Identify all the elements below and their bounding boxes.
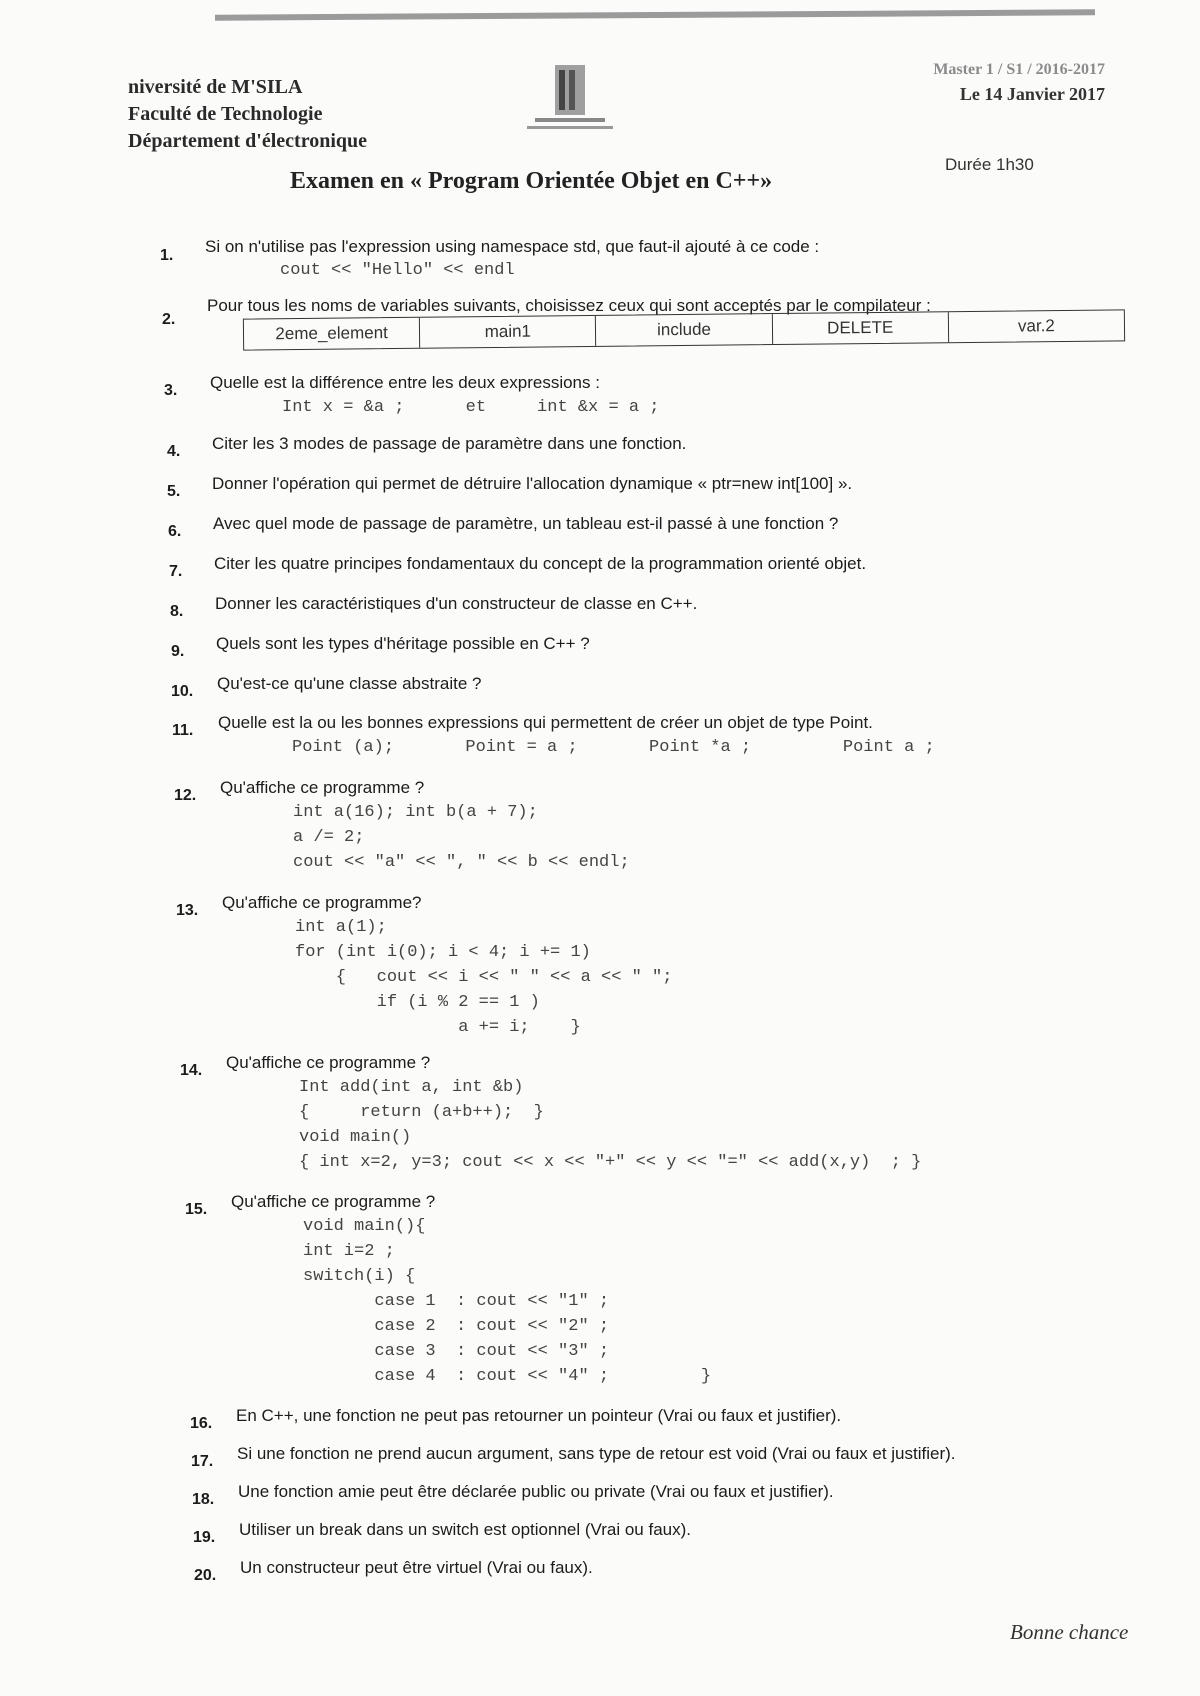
code-line: switch(i) { <box>303 1267 416 1286</box>
code-block <box>303 1214 711 1389</box>
level-semester: Master 1 / S1 / 2016-2017 <box>933 61 1105 78</box>
question-text: Quels sont les types d'héritage possible en C++ ? <box>216 634 590 653</box>
question-number: 18. <box>192 1491 215 1508</box>
question-text: Citer les quatre principes fondamentaux du concept de la programmation orienté objet. <box>214 554 867 573</box>
table-cell: var.2 <box>1017 316 1055 336</box>
code-line: int i=2 ; <box>303 1242 395 1261</box>
question-text: Un constructeur peut être virtuel (Vrai ou faux). <box>240 1558 593 1577</box>
question-number: 7. <box>169 563 183 580</box>
code-snippet: Point (a); Point = a ; Point *a ; Point a ; <box>292 738 935 757</box>
question-number: 10. <box>171 683 194 700</box>
closing-note: Bonne chance <box>1010 1620 1129 1644</box>
code-line: case 4 : cout << "4" ; } <box>303 1367 712 1386</box>
code-snippet: cout << "Hello" << endl <box>280 261 515 280</box>
question-text: Avec quel mode de passage de paramètre, un tableau est-il passé à une fonction ? <box>213 514 839 533</box>
code-line: { return (a+b++); } <box>299 1103 544 1122</box>
question-text: Si on n'utilise pas l'expression using namespace std, que faut-il ajouté à ce code : <box>205 237 820 256</box>
question-text: Si une fonction ne prend aucun argument, sans type de retour est void (Vrai ou faux et justifier). <box>237 1444 956 1463</box>
question-number: 19. <box>193 1529 216 1546</box>
code-line: for (int i(0); i < 4; i += 1) <box>295 943 591 962</box>
question-number: 5. <box>167 483 181 500</box>
code-line: Int add(int a, int &b) <box>299 1078 524 1097</box>
university-logo <box>525 60 615 145</box>
question-number: 12. <box>174 787 197 804</box>
question-text: En C++, une fonction ne peut pas retourner un pointeur (Vrai ou faux et justifier). <box>236 1406 842 1425</box>
code-block <box>293 800 630 875</box>
code-block <box>295 915 672 1040</box>
question-text: Donner les caractéristiques d'un constructeur de classe en C++. <box>215 594 698 613</box>
question-number: 2. <box>162 311 176 328</box>
exam-meta <box>820 58 1105 106</box>
question-number: 6. <box>168 523 182 540</box>
code-snippet: Int x = &a ; et int &x = a ; <box>282 398 660 417</box>
question-text: Qu'affiche ce programme ? <box>220 778 425 797</box>
code-line: if (i % 2 == 1 ) <box>295 993 540 1012</box>
code-line: cout << "a" << ", " << b << endl; <box>293 853 630 872</box>
table-cell: main1 <box>420 316 597 348</box>
exam-title: Examen en « Program Orientée Objet en C++» <box>290 168 773 194</box>
code-line: { int x=2, y=3; cout << x << "+" << y << "=" << add(x,y) ; } <box>299 1153 922 1172</box>
institution-header <box>128 74 367 155</box>
question-text: Qu'affiche ce programme ? <box>231 1192 436 1211</box>
department-name: Département d'électronique <box>128 130 368 152</box>
question-number: 4. <box>167 443 181 460</box>
question-text: Citer les 3 modes de passage de paramètre dans une fonction. <box>212 434 687 453</box>
scan-edge-line <box>215 9 1095 20</box>
question-number: 9. <box>171 643 185 660</box>
question-text: Qu'affiche ce programme ? <box>226 1053 431 1072</box>
question-text: Pour tous les noms de variables suivants, choisissez ceux qui sont acceptés par le compilateur : <box>207 296 931 315</box>
university-name: niversité de M'SILA <box>128 76 303 98</box>
code-line: case 2 : cout << "2" ; <box>303 1317 610 1336</box>
table-cell: DELETE <box>772 312 949 344</box>
question-text: Une fonction amie peut être déclarée public ou private (Vrai ou faux et justifier). <box>238 1482 834 1501</box>
question-number: 13. <box>176 902 199 919</box>
question-number: 8. <box>170 603 184 620</box>
question-text: Quelle est la ou les bonnes expressions qui permettent de créer un objet de type Point. <box>218 713 873 732</box>
code-line: { cout << i << " " << a << " "; <box>295 968 673 987</box>
code-line: void main() <box>299 1128 412 1147</box>
question-text: Qu'affiche ce programme? <box>222 893 422 912</box>
question-number: 16. <box>190 1415 213 1432</box>
question-number: 15. <box>185 1201 208 1218</box>
code-line: void main(){ <box>303 1217 426 1236</box>
question-number: 14. <box>180 1062 203 1079</box>
code-line: a /= 2; <box>293 828 365 847</box>
table-cell: include <box>596 314 773 346</box>
code-line: int a(1); <box>295 918 387 937</box>
question-number: 20. <box>194 1567 217 1584</box>
code-line: case 1 : cout << "1" ; <box>303 1292 610 1311</box>
question-text: Qu'est-ce qu'une classe abstraite ? <box>217 674 482 693</box>
question-number: 11. <box>172 722 194 739</box>
question-number: 3. <box>164 382 178 399</box>
code-block <box>299 1075 921 1175</box>
question-number: 17. <box>191 1453 214 1470</box>
exam-duration: Durée 1h30 <box>945 155 1034 174</box>
exam-date: Le 14 Janvier 2017 <box>959 84 1105 104</box>
question-number: 1. <box>160 247 174 264</box>
code-line: int a(16); int b(a + 7); <box>293 803 538 822</box>
code-line: case 3 : cout << "3" ; <box>303 1342 610 1361</box>
code-line: a += i; } <box>295 1018 581 1037</box>
question-text: Donner l'opération qui permet de détruire l'allocation dynamique « ptr=new int[100] ». <box>212 474 853 493</box>
table-cell: 2eme_element <box>244 318 421 350</box>
question-text: Quelle est la différence entre les deux expressions : <box>210 373 600 392</box>
question-text: Utiliser un break dans un switch est optionnel (Vrai ou faux). <box>239 1520 691 1539</box>
faculty-name: Faculté de Technologie <box>128 103 323 125</box>
